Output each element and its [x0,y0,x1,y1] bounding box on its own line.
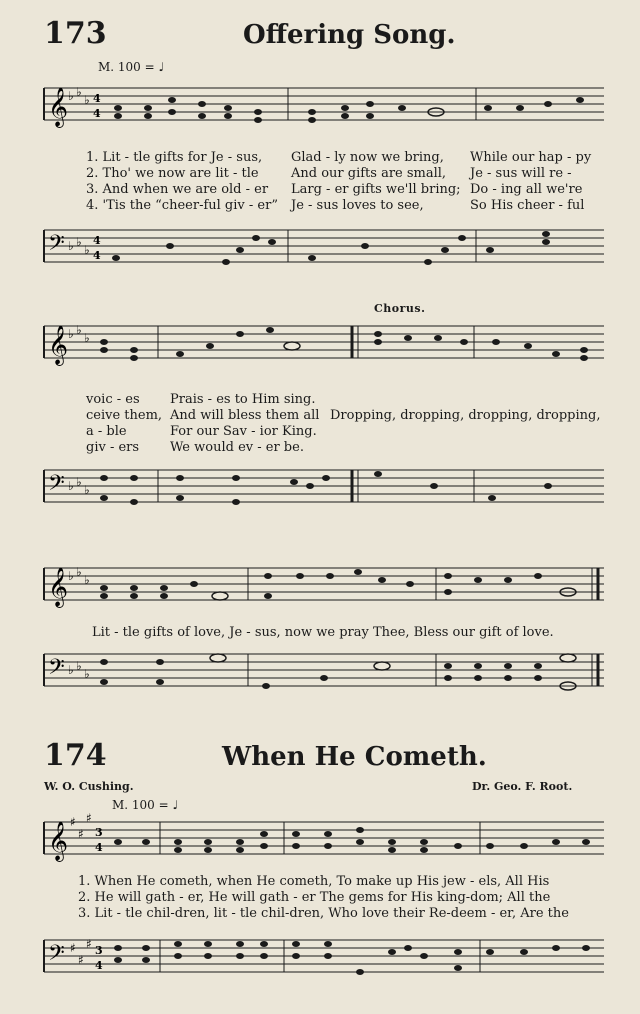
svg-text:𝄞: 𝄞 [48,567,69,607]
svg-text:♯: ♯ [78,827,84,841]
svg-text:♯: ♯ [70,941,76,955]
svg-text:3: 3 [95,826,103,839]
chorus-label: Chorus. [374,302,426,315]
svg-text:♭: ♭ [68,479,74,493]
svg-text:𝄞: 𝄞 [48,821,69,861]
composer-credit: Dr. Geo. F. Root. [472,780,573,793]
svg-text:𝄞: 𝄞 [48,87,69,127]
tempo-marking: M. 100 = ♩ [98,60,165,74]
svg-text:♯: ♯ [86,812,92,825]
svg-text:♭: ♭ [84,93,90,107]
svg-text:♭: ♭ [68,89,74,103]
svg-text:4: 4 [93,107,101,120]
svg-text:♭: ♭ [76,659,82,673]
treble-staff [0,316,640,376]
svg-text:♭: ♭ [76,565,82,579]
svg-text:♯: ♯ [86,937,92,951]
svg-text:𝄢: 𝄢 [48,941,65,971]
svg-text:𝄢: 𝄢 [48,655,65,685]
svg-text:♭: ♭ [84,243,90,257]
svg-text:♭: ♭ [84,331,90,345]
svg-text:𝄢: 𝄢 [48,471,65,501]
treble-staff [0,558,640,618]
svg-text:♯: ♯ [78,953,84,967]
svg-text:♭: ♭ [84,483,90,497]
svg-text:♭: ♭ [68,569,74,583]
svg-text:4: 4 [95,959,103,972]
svg-text:4: 4 [93,92,101,105]
svg-text:♭: ♭ [76,235,82,249]
lyrics-verse-1: 1. When He cometh, when He cometh, To make up His jew - els, All His [78,874,550,889]
svg-text:♭: ♭ [84,573,90,587]
bass-staff [0,460,640,516]
treble-staff [0,78,640,138]
lyrics-verse-2: 2. He will gath - er, He will gath - er The gems for His king-dom; All the [78,890,551,905]
svg-text:4: 4 [93,234,101,247]
svg-text:3: 3 [95,944,103,957]
refrain-lyrics: Lit - tle gifts of love, Je - sus, now we pray Thee, Bless our gift of love. [92,625,554,640]
hymn-title: When He Cometh. [222,742,487,772]
svg-text:𝄞: 𝄞 [48,325,69,365]
author-credit: W. O. Cushing. [44,780,134,793]
svg-text:♭: ♭ [68,239,74,253]
hymn-title: Offering Song. [243,20,456,50]
svg-text:4: 4 [93,249,101,262]
tempo-marking: M. 100 = ♩ [112,798,179,812]
hymn-number: 174 [44,738,107,773]
svg-text:♭: ♭ [76,85,82,99]
lyrics-verse-3: 3. Lit - tle chil-dren, lit - tle chil-dren, Who love their Re-deem - er, Are the [78,906,569,921]
svg-text:♭: ♭ [68,663,74,677]
svg-text:♭: ♭ [68,327,74,341]
bass-staff [0,220,640,276]
svg-text:𝄢: 𝄢 [48,231,65,261]
svg-text:♭: ♭ [84,667,90,681]
svg-text:♯: ♯ [70,815,76,829]
bass-staff [0,930,640,990]
svg-text:4: 4 [95,841,103,854]
bass-staff [0,644,640,700]
treble-staff [0,812,640,872]
svg-text:♭: ♭ [76,323,82,337]
svg-text:♭: ♭ [76,475,82,489]
hymn-number: 173 [44,16,107,51]
